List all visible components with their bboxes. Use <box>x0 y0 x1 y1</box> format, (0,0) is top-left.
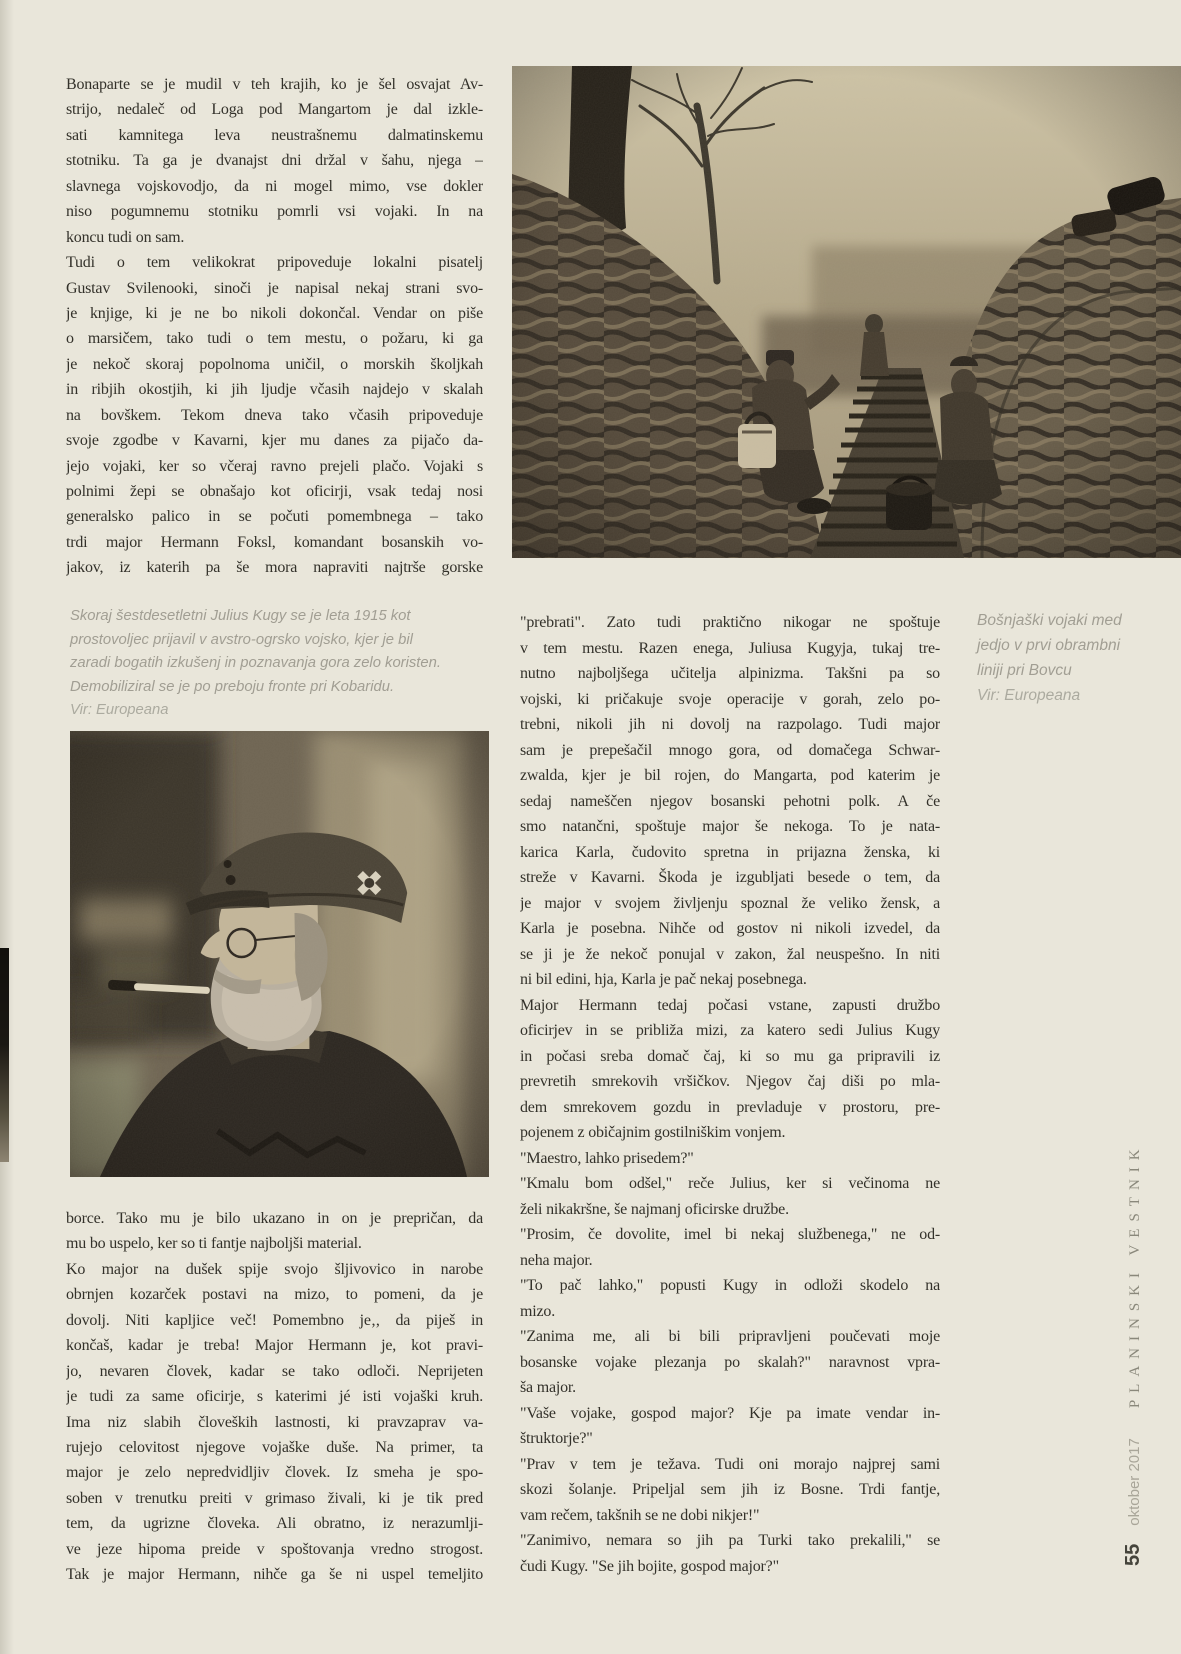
adjacent-page-artifact <box>0 948 9 1162</box>
text-line: "Prav v tem je težava. Tudi oni morajo najprej sami <box>520 1455 940 1473</box>
left-column-text-bottom <box>66 1206 483 1588</box>
text-line: obrnjen kozarček postavi na mizo, to pomeni, da je <box>66 1286 483 1304</box>
text-line: streže v Kavarni. Škoda je izgubljati besede o tem, da <box>520 869 940 886</box>
text-line: soben v trenutku preiti v grimaso živali, ki je tik pred <box>66 1489 483 1507</box>
text-line: Skoraj šestdesetletni Julius Kugy se je leta 1915 kot <box>70 608 411 624</box>
text-line: jedjo v prvi obrambni <box>977 637 1121 654</box>
text-line: zwalda, kjer je bil rojen, do Mangarta, pod katerim je <box>520 767 940 784</box>
caption-credit: Vir: Europeana <box>70 702 169 718</box>
portrait-photo-art <box>70 731 489 1177</box>
text-line: in ribjih okostjih, ki jih ljudje včasih najdejo v skalah <box>66 381 483 399</box>
text-line: Bonaparte se je mudil v teh krajih, ko je šel osvajat Av- <box>66 76 483 93</box>
text-line: ni bil edini, hja, Karla je pač nekaj posebnega. <box>520 971 807 988</box>
text-line: vojski, ki pričakuje svoje operacije v gorah, zelo po- <box>520 690 940 708</box>
text-line: Karla je posebna. Nihče od gostov ni nikoli izvedel, da <box>520 920 940 937</box>
text-line: o marsičem, tako tudi o tem mestu, o požaru, ki ga <box>66 330 483 348</box>
text-line: neha major. <box>520 1251 593 1269</box>
text-line: niso pogumnemu stotniku pomrli vsi vojaki. In na <box>66 203 483 221</box>
text-line: štruktorje?" <box>520 1430 593 1447</box>
text-line: "Zanimivo, nemara so jih pa Turki tako prekalili," se <box>520 1532 940 1549</box>
trench-caption <box>977 608 1157 708</box>
text-line: Tak je major Hermann, nihče ga še ni uspel temeljito <box>66 1566 483 1584</box>
issue-date: oktober 2017 <box>1126 1438 1143 1526</box>
text-line: sedaj nameščen njegov bosanski pehotni polk. A če <box>520 792 940 810</box>
text-line: sati kamnitega leva neustrašnemu dalmatinskemu <box>66 126 483 144</box>
text-line: "prebrati". Zato tudi praktično nikogar ne spoštuje <box>520 614 940 631</box>
page-sidebar <box>1122 1124 1146 1566</box>
text-line: zaradi bogatih izkušenj in poznavanja gora zelo koristen. <box>70 655 441 671</box>
text-line: oficirjev in se približa mizi, za katero sedi Julius Kugy <box>520 1022 940 1039</box>
text-line: ve jeze hipoma preide v spoštovanja vredno strogost. <box>66 1540 483 1558</box>
text-line: "Vaše vojake, gospod major? Kje pa imate vendar in- <box>520 1404 940 1422</box>
text-line: stotniku. Ta ga je dvanajst dni držal v šahu, njega – <box>66 152 483 170</box>
caption-credit: Vir: Europeana <box>977 687 1081 704</box>
text-line: jejo vojaki, ker so včeraj ravno prejeli plačo. Vojaki s <box>66 457 483 475</box>
text-line: je knjige, ki je ne bo nikoli dokončal. Vendar on piše <box>66 304 483 322</box>
text-line: ša major. <box>520 1379 576 1396</box>
text-line: in počasi sreba domač čaj, ki so mu ga pripravili iz <box>520 1047 940 1065</box>
text-line: Bošnjaški vojaki med <box>977 612 1122 629</box>
page-edge-shade <box>0 0 14 1654</box>
text-line: liniji pri Bovcu <box>977 662 1072 679</box>
text-line: bosanske vojake plezanja po skalah?" naravnost vpra- <box>520 1353 940 1371</box>
text-line: je major v svojem življenju spoznal že veliko žensk, a <box>520 894 940 912</box>
text-line: mizo. <box>520 1302 555 1320</box>
left-column-text-top <box>66 72 483 581</box>
text-line: "Maestro, lahko prisedem?" <box>520 1149 694 1167</box>
text-line: jakov, iz katerih pa še mora napraviti najtrše gorske <box>66 559 483 577</box>
caption-lines <box>977 608 1157 683</box>
text-line: skozi šolanje. Pripeljal sem jih iz Bosne. Trdi fantje, <box>520 1481 940 1498</box>
text-line: želi nikakršne, še najmanj oficirske družbe. <box>520 1200 789 1218</box>
text-line: v tem mestu. Razen enega, Juliusa Kugyja, tukaj tre- <box>520 639 940 657</box>
text-line: karica Karla, čudovito spretna in prijazna ženska, ki <box>520 843 940 861</box>
text-line: trdi major Hermann Foksl, komandant bosanskih vo- <box>66 533 483 551</box>
text-line: "Kmalu bom odšel," reče Julius, ker si večinoma ne <box>520 1175 940 1192</box>
text-line: Tudi o tem velikokrat pripoveduje lokalni pisatelj <box>66 254 483 272</box>
text-line: prevretih smrekovih vršičkov. Njegov čaj diši po mla- <box>520 1073 940 1090</box>
text-line: Major Hermann tedaj počasi vstane, zapusti družbo <box>520 996 940 1014</box>
text-line: je tudi za same oficirje, s katerimi jé isti vojaški kruh. <box>66 1388 483 1406</box>
text-line: koncu tudi on sam. <box>66 228 185 246</box>
text-line: sam je prepešačil mnogo gora, od domačega Schwar- <box>520 741 940 759</box>
text-line: Ko major na dušek spije svojo šljivovico in narobe <box>66 1260 483 1278</box>
text-line: "To pač lahko," popusti Kugy in odloži skodelo na <box>520 1277 940 1294</box>
text-line: polnimi žepi se obnašajo kot oficirji, vsak tedaj nosi <box>66 483 483 500</box>
page-number: 55 <box>1122 1543 1144 1566</box>
text-line: strijo, nedaleč od Loga pod Mangartom je dal izkle- <box>66 101 483 119</box>
text-line: dovolj. Niti kapljice več! Pomembno je‚, da piješ in <box>66 1311 483 1329</box>
caption-lines <box>70 605 490 699</box>
text-line: vam rečem, takšnih se ne dobi nikjer!" <box>520 1506 760 1524</box>
portrait-photo <box>70 731 489 1177</box>
text-line: major je zelo nepredvidljiv človek. Iz smeha je spo- <box>66 1464 483 1482</box>
text-line: nutno najboljšega učitelja alpinizma. Takšni pa so <box>520 665 940 682</box>
text-line: generalsko palico in se počuti pomembnega – tako <box>66 508 483 526</box>
text-line: tem, da ugrizne človeka. Ali obratno, iz nerazumlji- <box>66 1515 483 1533</box>
right-column-text <box>520 610 940 1579</box>
text-line: dem smrekovem gozdu in prevladuje v prostoru, pre- <box>520 1098 940 1116</box>
text-line: je nekoč skoraj popolnoma uničil, o morskih školjkah <box>66 355 483 373</box>
publication-title: PLANINSKI VESTNIK <box>1127 1142 1143 1409</box>
text-line: se ji je že nekoč ponujal v zakon, žal neuspešno. In niti <box>520 945 940 963</box>
text-line: Gustav Svilenooki, sinoči je napisal nekaj strani svo- <box>66 279 483 297</box>
text-line: mu bo uspelo, ker so ti fantje najboljši material. <box>66 1235 362 1253</box>
text-line: končaš, kadar je treba! Major Hermann je, kot pravi- <box>66 1337 483 1355</box>
text-line: prostovoljec prijavil v avstro-ogrsko vojsko, kjer je bil <box>70 631 413 648</box>
text-line: jo, nevaren človek, kadar se tako odloči. Neprijeten <box>66 1362 483 1380</box>
text-line: "Zanima me, ali bi bili pripravljeni poučevati moje <box>520 1328 940 1345</box>
text-line: svoje zgodbe v Kavarni, kjer mu danes za pijačo da- <box>66 432 483 450</box>
text-line: čudi Kugy. "Se jih bojite, gospod major?" <box>520 1557 779 1575</box>
text-line: trebni, nikoli jih ni dovolj na razpolago. Tudi major <box>520 716 940 733</box>
text-line: na bovškem. Tekom dneva tako včasih pripoveduje <box>66 406 483 424</box>
trench-photo-art <box>512 66 1181 558</box>
text-line: pojenem z običajnim gostilniškim vonjem. <box>520 1124 786 1141</box>
trench-photo <box>512 66 1181 558</box>
text-line: "Prosim, če dovolite, imel bi nekaj službenega," ne od- <box>520 1226 940 1243</box>
text-line: smo natančni, spoštuje major še nekoga. To je nata- <box>520 818 940 835</box>
text-line: slavnega vojskovodjo, da ni mogel mimo, vse dokler <box>66 177 483 195</box>
text-line: rujejo celovitost njegove vojaške duše. Na primer, ta <box>66 1438 483 1456</box>
portrait-caption <box>70 605 490 723</box>
text-line: Ima niz slabih človeških lastnosti, ki pravzaprav va- <box>66 1413 483 1431</box>
text-line: Demobiliziral se je po preboju fronte pri Kobaridu. <box>70 678 395 695</box>
text-line: borce. Tako mu je bilo ukazano in on je prepričan, da <box>66 1210 483 1227</box>
